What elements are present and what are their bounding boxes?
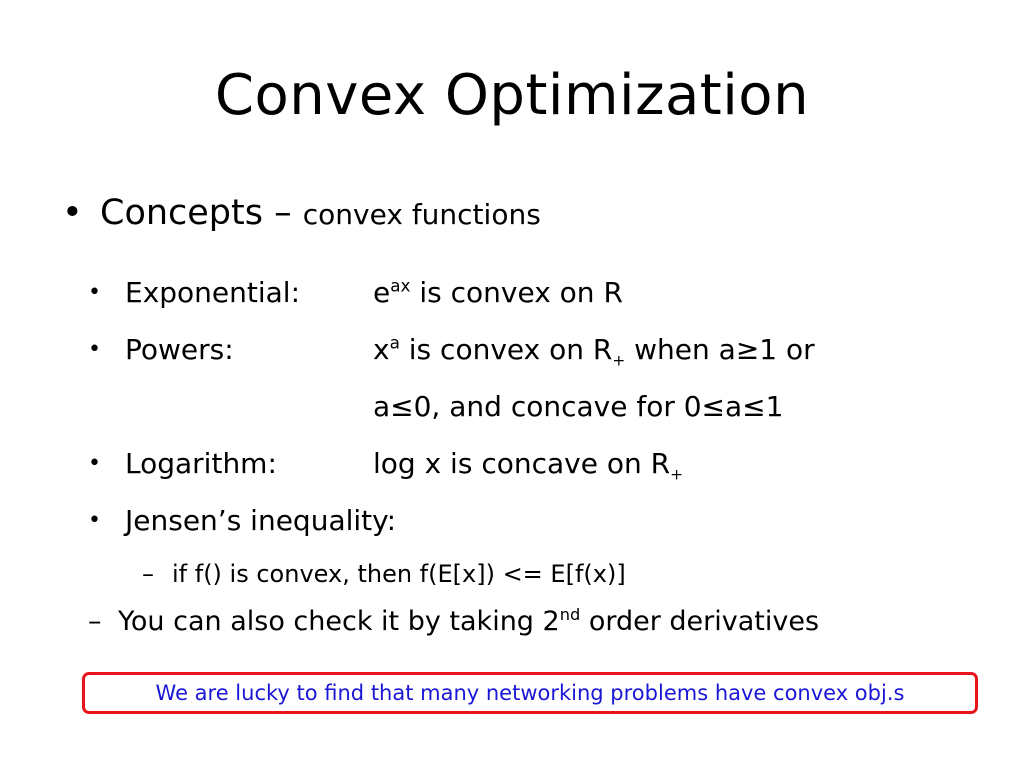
jensen-item [88,503,396,539]
dash-icon: – [142,560,154,588]
bullet-icon: • [88,337,101,362]
logarithm-item [88,446,683,482]
exponential-item [88,275,623,311]
powers-item [88,332,815,368]
powers-expr-base: x [373,333,390,366]
bullet-icon: • [62,193,83,233]
jensen-label: Jensen’s inequality: [125,504,397,537]
second-order-text2: order derivatives [588,606,820,637]
jensen-detail [142,558,626,590]
callout-text: We are lucky to find that many networking problems have convex obj.s [155,681,905,705]
dash-icon: – [88,606,102,637]
powers-expr-sup: a [389,332,400,353]
callout-box [82,672,978,714]
powers-text1-sub: + [612,351,626,370]
second-order-text1: You can also check it by taking 2 [118,606,560,637]
bullet-icon: • [88,451,101,476]
slide-title: Convex Optimization [214,63,810,128]
second-order-item [88,604,819,640]
powers-continuation: a≤0, and concave for 0≤a≤1 [373,390,784,423]
jensen-detail-text: if f() is convex, then f(E[x]) <= E[f(x)] [172,560,626,588]
bullet-icon: • [88,280,101,305]
exponential-text: is convex on R [419,276,623,309]
logarithm-text: log x is concave on R [373,447,671,480]
concepts-heading: Concepts – [100,193,292,233]
exponential-label: Exponential: [125,276,301,309]
bullet-icon: • [88,508,101,533]
second-order-sup: nd [559,605,581,624]
concepts-subheading: convex functions [302,198,541,231]
logarithm-text-sub: + [670,465,683,484]
powers-text2: when a≥1 or [634,333,815,366]
exponential-expr-sup: ax [390,275,411,296]
exponential-expr-base: e [373,276,391,309]
concepts-bullet [62,190,541,238]
powers-label: Powers: [125,333,234,366]
powers-text1: is convex on R [408,333,613,366]
logarithm-label: Logarithm: [125,447,277,480]
